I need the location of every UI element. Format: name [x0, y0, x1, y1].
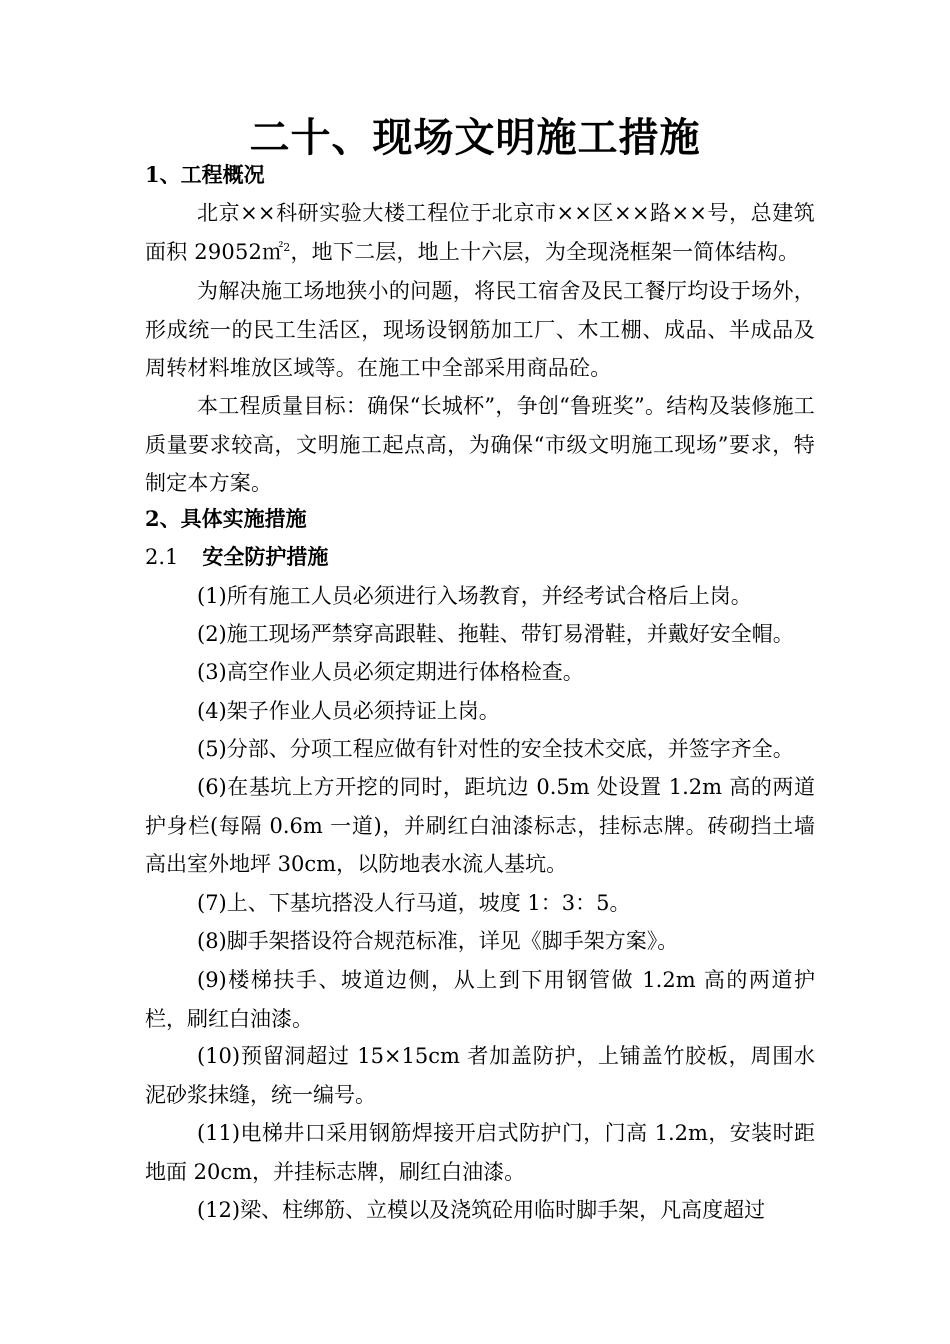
- paragraph-quality-goal: 本工程质量目标：确保“长城杯”，争创“鲁班奖”。结构及装修施工质量要求较高，文明施工起点高，为确保“市级文明施工现场”要求，特制定本方案。: [145, 394, 815, 495]
- section-heading-measures: 2、具体实施措施: [145, 506, 307, 531]
- subsection-number: 2.1: [145, 545, 179, 569]
- paragraph-text: 北京××科研实验大楼工程位于北京市××区××路××号，总建筑面积 29052㎡: [145, 201, 815, 264]
- paragraph-site-layout: 为解决施工场地狭小的问题，将民工宿舍及民工餐厅均设于场外，形成统一的民工生活区，现场设钢筋加工厂、木工棚、成品、半成品及周转材料堆放区域等。在施工中全部采用商品砼。: [145, 279, 815, 380]
- paragraph-project-location: [145, 194, 815, 271]
- section-heading-overview: 1、工程概况: [145, 162, 265, 187]
- list-item: (10)预留洞超过 15×15cm 者加盖防护，上铺盖竹胶板，周围水泥砂浆抹缝，统一编号。: [145, 1044, 815, 1107]
- subsection-heading-safety: [145, 542, 328, 572]
- list-item: (5)分部、分项工程应做有针对性的安全技术交底，并签字齐全。: [197, 737, 794, 761]
- subsection-title: 安全防护措施: [202, 544, 329, 569]
- list-item: (2)施工现场严禁穿高跟鞋、拖鞋、带钉易滑鞋，并戴好安全帽。: [197, 622, 794, 646]
- list-item: (4)架子作业人员必须持证上岗。: [197, 699, 500, 723]
- list-item: (3)高空作业人员必须定期进行体格检查。: [197, 660, 584, 684]
- list-item: (12)梁、柱绑筋、立模以及浇筑砼用临时脚手架，凡高度超过: [197, 1198, 766, 1222]
- paragraph-text: ，地下二层，地上十六层，为全现浇框架一简体结构。: [290, 239, 800, 264]
- list-item: (6)在基坑上方开挖的同时，距坑边 0.5m 处设置 1.2m 高的两道护身栏(每隔 0.6m 一道)，并刷红白油漆标志，挂标志牌。砖砌挡土墙高出室外地坪 30cm，以防地表水流人基坑。: [145, 775, 815, 876]
- page-title: 二十、现场文明施工措施: [249, 114, 701, 161]
- superscript: 2: [283, 240, 291, 254]
- list-item: (8)脚手架搭设符合规范标准，详见《脚手架方案》。: [197, 929, 679, 953]
- list-item: (1)所有施工人员必须进行入场教育，并经考试合格后上岗。: [197, 584, 752, 608]
- list-item: (7)上、下基坑搭没人行马道，坡度 1：3：5。: [197, 891, 631, 915]
- list-item: (9)楼梯扶手、坡道边侧，从上到下用钢管做 1.2m 高的两道护栏，刷红白油漆。: [145, 968, 815, 1031]
- list-item: (11)电梯井口采用钢筋焊接开启式防护门，门高 1.2m，安装时距地面 20cm，并挂标志牌，刷红白油漆。: [145, 1121, 815, 1184]
